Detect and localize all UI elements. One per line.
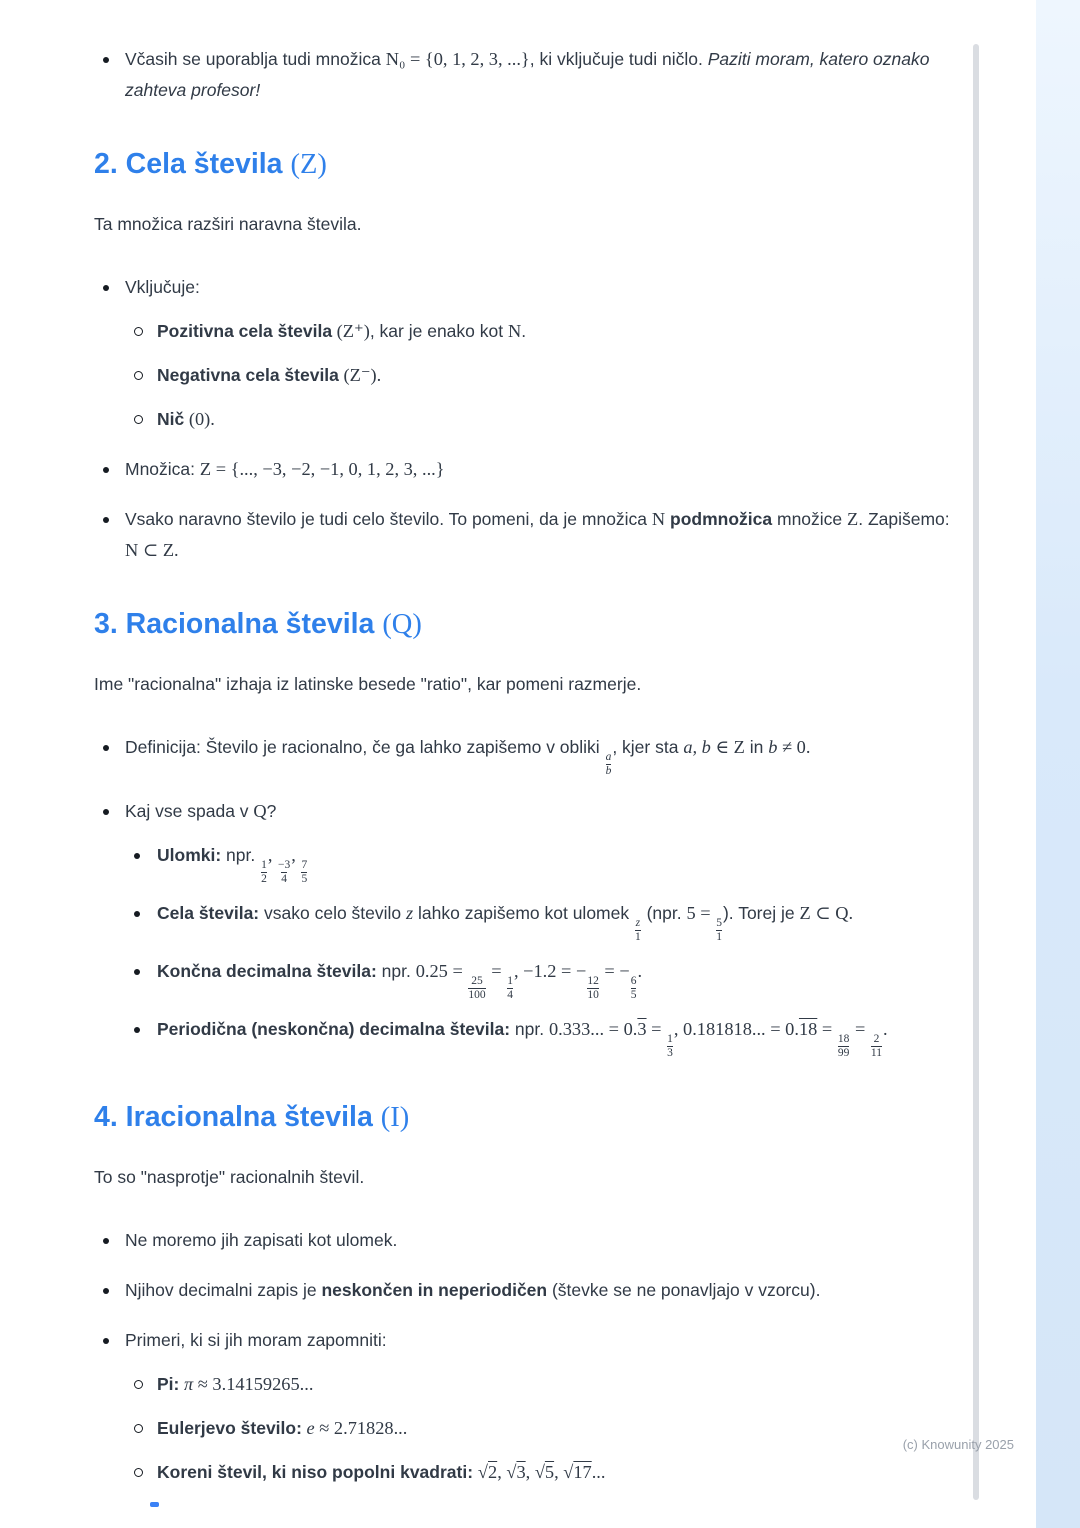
math-run: = [850, 1019, 870, 1039]
bold-run: Pi: [157, 1374, 180, 1394]
math-run: , [513, 961, 524, 981]
sqrt-expression [506, 1462, 525, 1482]
fraction-numerator: 25 [471, 975, 483, 987]
heading-text: 4. Iracionalna števila [94, 1101, 381, 1133]
fraction-denominator: 99 [837, 1046, 850, 1059]
fraction-numerator: 6 [630, 975, 637, 987]
math-run: z [406, 903, 414, 923]
heading-math-symbol: (I) [380, 1102, 410, 1133]
heading-text: 3. Racionalna števila [94, 608, 383, 640]
fraction [870, 1033, 883, 1059]
text-run: Ta množica razširi naravna števila. [94, 214, 362, 234]
section-2-lead [94, 209, 952, 240]
notes-content [94, 44, 952, 1507]
math-run: ≠ 0. [777, 737, 811, 757]
list-item-pozitivna [125, 316, 952, 347]
section-3-heading [94, 606, 952, 643]
math-run: = [646, 1019, 667, 1039]
math-run: a, b [683, 737, 711, 757]
scrollbar[interactable] [973, 44, 979, 1500]
repeating-decimal: 3 [637, 1019, 647, 1039]
text-run: , kar je enako kot [369, 321, 508, 341]
fraction-numerator: 12 [587, 975, 599, 987]
text-run: (števke se ne ponavljajo v vzorcu). [547, 1280, 821, 1300]
list-item-koncna-decimalna [125, 956, 952, 1001]
list-item-kaj-spada [94, 796, 952, 1059]
fraction [260, 859, 268, 885]
math-run: , [267, 845, 278, 865]
math-run: , [291, 845, 301, 865]
list-item-cela-stevila [125, 898, 952, 943]
sqrt-expression [535, 1462, 554, 1482]
repeating-decimal: 18 [798, 1019, 818, 1039]
math-run: (Z⁺) [332, 321, 370, 341]
text-run: ). Torej je [722, 903, 800, 923]
right-panel-edge [1036, 0, 1080, 1528]
sublist [125, 840, 952, 1059]
bold-run: podmnožica [665, 509, 773, 529]
list-item-pi [125, 1369, 952, 1400]
radical-icon: √ [506, 1462, 517, 1482]
fraction-numerator: 5 [716, 917, 722, 929]
fraction-denominator: 10 [587, 988, 599, 1001]
text-run: . [521, 321, 527, 341]
bold-run: Končna decimalna števila: [157, 961, 377, 981]
text-run: in [744, 737, 769, 757]
text-run: npr. [376, 961, 416, 981]
bold-run: Pozitivna cela števila [157, 321, 333, 341]
text-run: Njihov decimalni zapis je [125, 1280, 322, 1300]
text-run: npr. [510, 1019, 549, 1039]
section-3-list [94, 732, 952, 1059]
sqrt-expression [478, 1462, 497, 1482]
bold-run: Ulomki: [157, 845, 222, 865]
bold-run: neskončen in neperiodičen [321, 1280, 548, 1300]
fraction-denominator: 11 [870, 1046, 882, 1059]
text-run: Vključuje: [125, 277, 200, 297]
text-run: vsako celo število [259, 903, 407, 923]
math-run: ∈ Z [710, 737, 745, 757]
list-item-decimalni-zapis [94, 1275, 952, 1306]
math-run: = [486, 961, 507, 981]
math-run: N₀ = {0, 1, 2, 3, ...} [385, 49, 530, 69]
math-run: = − [599, 961, 630, 981]
list-item-mnozica [94, 454, 952, 485]
fraction-denominator: 100 [468, 988, 486, 1001]
fraction [300, 859, 308, 885]
text-run: Ime "racionalna" izhaja iz latinske besede "ratio", kar pomeni razmerje. [94, 674, 642, 694]
fraction [666, 1033, 674, 1059]
text-run: množice [772, 509, 848, 529]
math-run: ... [591, 1462, 606, 1482]
bold-run: Cela števila: [157, 903, 260, 923]
math-run: ≈ 3.14159265... [193, 1374, 314, 1394]
text-run: npr. [221, 845, 261, 865]
text-run: Primeri, ki si jih moram zapomniti: [125, 1330, 387, 1350]
text-run: lahko zapišemo kot ulomek [413, 903, 634, 923]
bold-run: Eulerjevo število: [157, 1418, 302, 1438]
fraction-numerator: a [605, 751, 612, 763]
emphasis-note: Paziti moram, katero oznako zahteva profesor! [125, 49, 930, 100]
text-run: Včasih se uporablja tudi množica [125, 49, 386, 69]
text-run: . Zapišemo: [858, 509, 950, 529]
math-run: 0.333... = 0. [548, 1019, 638, 1039]
text-run: Vsako naravno število je tudi celo število. To pomeni, da je množica [125, 509, 652, 529]
bold-run: Koreni števil, ki niso popolni kvadrati: [157, 1462, 474, 1482]
section-4-list [94, 1225, 952, 1488]
section-2-heading [94, 146, 952, 183]
radical-icon: √ [477, 1462, 488, 1482]
fraction-numerator: 2 [873, 1033, 880, 1045]
radical-icon: √ [534, 1462, 545, 1482]
math-run: 5 = [686, 903, 716, 923]
text-run: ? [266, 801, 277, 821]
fraction-numerator: 1 [261, 859, 267, 871]
math-run: Q [253, 801, 267, 821]
list-item-periodicna [125, 1014, 952, 1059]
math-run: N ⊂ Z. [125, 540, 179, 560]
list-item-euler [125, 1413, 952, 1444]
radicand: 5 [544, 1462, 555, 1482]
list-item-nic [125, 404, 952, 435]
math-run: , [673, 1019, 684, 1039]
text-run: Definicija: Število je racionalno, če ga lahko zapišemo v obliki [125, 737, 605, 757]
math-run: π [179, 1374, 194, 1394]
section-4-heading [94, 1099, 952, 1136]
watermark: (c) Knowunity 2025 [902, 1437, 1014, 1452]
fraction-denominator: b [605, 764, 612, 777]
list-item-ulomki [125, 840, 952, 885]
fraction-denominator: 5 [630, 988, 637, 1001]
math-run: (Z⁻). [338, 365, 382, 385]
fraction-denominator: 5 [301, 872, 308, 885]
text-run: , ki vključuje tudi ničlo. [529, 49, 708, 69]
fraction [634, 917, 642, 943]
math-run: e [301, 1418, 315, 1438]
section-3-lead [94, 669, 952, 700]
fraction [277, 859, 291, 885]
radical-icon: √ [563, 1462, 574, 1482]
section-2-list [94, 272, 952, 566]
fraction [837, 1033, 851, 1059]
clipped-element [150, 1502, 159, 1507]
list-item-definicija [94, 732, 952, 777]
math-run: (0). [184, 409, 215, 429]
heading-math-symbol: (Q) [382, 609, 422, 640]
math-run: b [768, 737, 778, 757]
list-item-koreni [125, 1457, 952, 1488]
math-run: = [817, 1019, 837, 1039]
fraction-numerator: 1 [507, 975, 513, 987]
math-run: . [637, 961, 643, 981]
radicand: 17 [573, 1462, 592, 1482]
math-run: Z ⊂ Q. [799, 903, 854, 923]
list-item-primeri [94, 1325, 952, 1488]
bold-run: Periodična (neskončna) decimalna števila: [157, 1019, 511, 1039]
math-run: Z = {..., −3, −2, −1, 0, 1, 2, 3, ...} [199, 459, 445, 479]
math-run: , [497, 1462, 507, 1482]
math-run: Z [847, 509, 859, 529]
fraction-numerator: 18 [837, 1033, 850, 1045]
list-item-n0 [94, 44, 952, 106]
math-run: , [554, 1462, 564, 1482]
fraction-numerator: z [635, 917, 641, 929]
math-run: 0.181818... = 0. [683, 1019, 799, 1039]
fraction-denominator: 1 [634, 930, 641, 943]
sqrt-expression [563, 1462, 591, 1482]
bold-run: Negativna cela števila [157, 365, 339, 385]
sublist [125, 316, 952, 435]
fraction-numerator: 7 [301, 859, 308, 871]
fraction-denominator: 4 [507, 988, 513, 1001]
bold-run: Nič [157, 409, 185, 429]
math-run: 0.25 = [415, 961, 468, 981]
text-run: (npr. [641, 903, 687, 923]
section-4-lead [94, 1162, 952, 1193]
math-run: ≈ 2.71828... [314, 1418, 408, 1438]
fraction [506, 975, 514, 1001]
text-run: Ne moremo jih zapisati kot ulomek. [125, 1230, 398, 1250]
fraction-denominator: 3 [667, 1046, 673, 1059]
radicand: 2 [488, 1462, 498, 1482]
math-run: −1.2 = − [523, 961, 587, 981]
text-run: , kjer sta [612, 737, 684, 757]
math-run: N [651, 509, 666, 529]
fraction-denominator: 4 [281, 872, 288, 885]
text-run: Kaj vse spada v [125, 801, 254, 821]
fraction-denominator: 1 [716, 930, 722, 943]
sublist [125, 1369, 952, 1488]
fraction-denominator: 2 [261, 872, 267, 885]
text-run: Množica: [125, 459, 200, 479]
radicand: 3 [516, 1462, 526, 1482]
math-run: . [882, 1019, 888, 1039]
text-run: To so "nasprotje" racionalnih števil. [94, 1167, 365, 1187]
fraction-numerator: 1 [667, 1033, 673, 1045]
list-item-ne-moremo [94, 1225, 952, 1256]
list-item-podmnozica [94, 504, 952, 566]
fraction [586, 975, 600, 1001]
fraction [715, 917, 723, 943]
math-run: , [525, 1462, 535, 1482]
fraction-numerator: −3 [278, 859, 291, 871]
fraction [467, 975, 486, 1001]
list-item-negativna [125, 360, 952, 391]
heading-text: 2. Cela števila [94, 148, 291, 180]
heading-math-symbol: (Z) [290, 149, 327, 180]
list-item-vkljucuje [94, 272, 952, 435]
math-run: N [507, 321, 522, 341]
intro-list [94, 44, 952, 106]
